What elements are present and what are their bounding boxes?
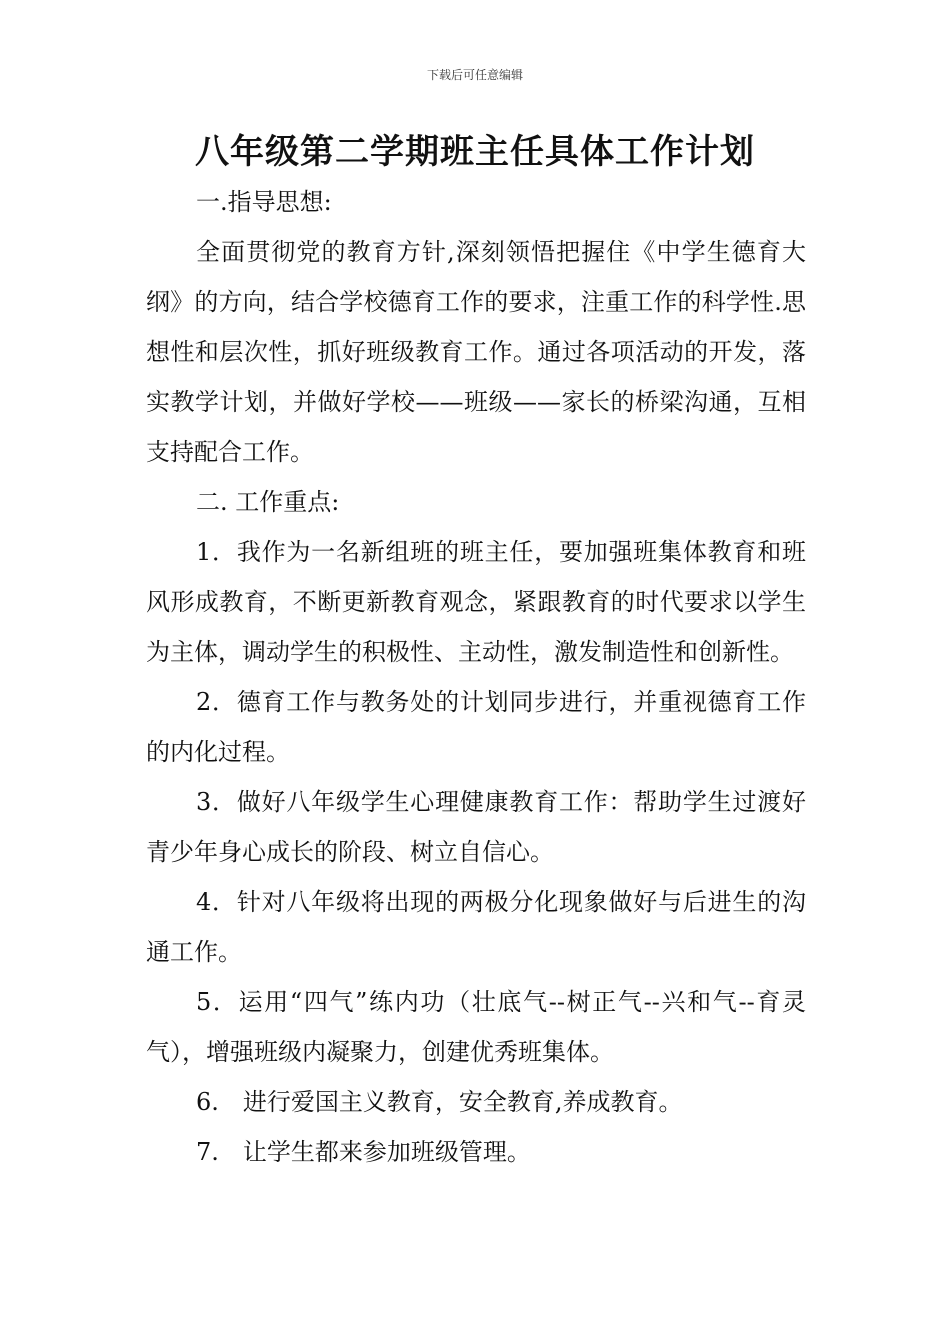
list-item-5: 5．运用“四气”练内功（壮底气--树正气--兴和气--育灵气），增强班级内凝聚力，创建优秀班集体。 xyxy=(146,988,806,1066)
section-heading-work-focus: 二. 工作重点: xyxy=(196,488,340,516)
header-note: 下载后可任意编辑 xyxy=(426,68,523,82)
list-item-2: 2．德育工作与教务处的计划同步进行，并重视德育工作的内化过程。 xyxy=(146,688,806,766)
document-body xyxy=(146,177,806,1177)
document-title: 八年级第二学期班主任具体工作计划 xyxy=(195,132,755,172)
paragraph-guiding-ideology: 全面贯彻党的教育方针,深刻领悟把握住《中学生德育大纲》的方向，结合学校德育工作的要求，注重工作的科学性.思想性和层次性，抓好班级教育工作。通过各项活动的开发，落实教学计划，并做好学校——班级——家长的桥梁沟通，互相支持配合工作。 xyxy=(146,238,806,466)
list-item-7: 7. 让学生都来参加班级管理。 xyxy=(196,1138,531,1166)
section-heading-guiding-ideology: 一.指导思想: xyxy=(196,188,332,216)
list-item-6: 6. 进行爱国主义教育，安全教育,养成教育。 xyxy=(196,1088,683,1116)
list-item-3: 3．做好八年级学生心理健康教育工作：帮助学生过渡好青少年身心成长的阶段、树立自信心。 xyxy=(146,788,806,866)
list-item-4: 4．针对八年级将出现的两极分化现象做好与后进生的沟通工作。 xyxy=(146,888,806,966)
list-item-1: 1．我作为一名新组班的班主任，要加强班集体教育和班风形成教育，不断更新教育观念，紧跟教育的时代要求以学生为主体，调动学生的积极性、主动性，激发制造性和创新性。 xyxy=(146,538,806,666)
